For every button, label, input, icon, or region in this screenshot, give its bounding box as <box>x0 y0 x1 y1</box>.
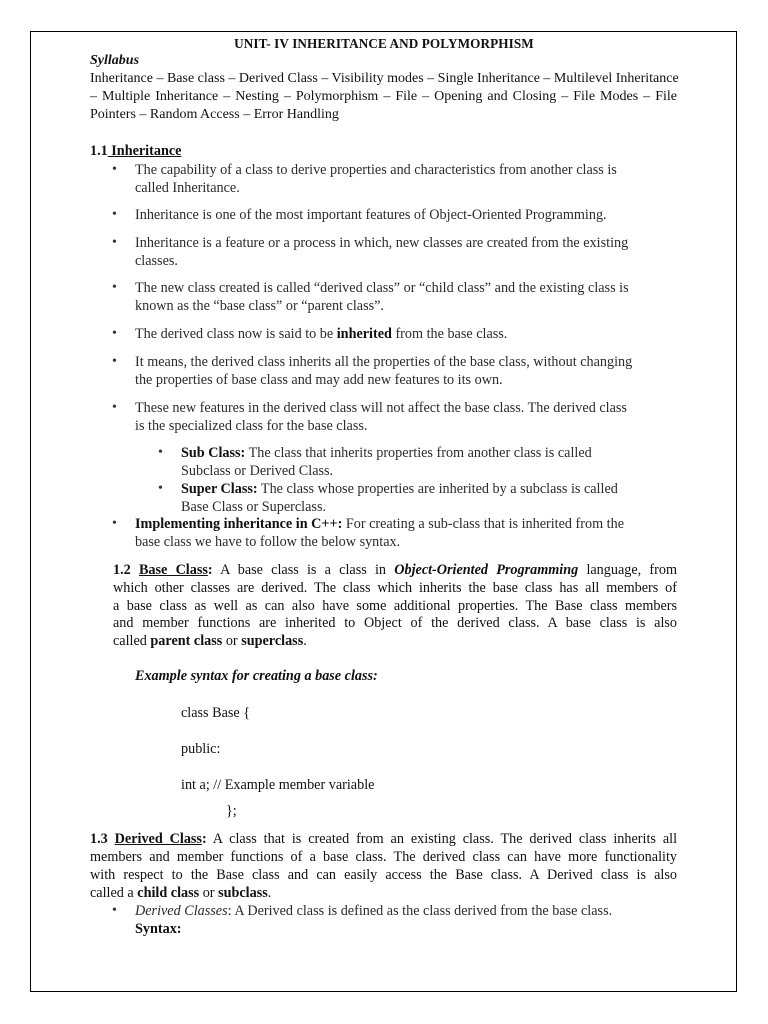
syllabus-heading: Syllabus <box>90 53 140 68</box>
sub-list-item-line <box>181 481 618 498</box>
section-1-3-line <box>90 885 271 902</box>
syllabus-line: – Multiple Inheritance – Nesting – Polymorphism – File – Opening and Closing – File Modes – File <box>90 89 677 104</box>
code-line: public: <box>181 741 221 757</box>
sub-list-item-line: Subclass or Derived Class. <box>181 463 334 479</box>
text-run: The class whose properties are inherited by a subclass is called <box>257 481 618 497</box>
bold-term: superclass <box>241 633 304 649</box>
section-1-3-line: with respect to the Base class and can easily access the Base class. A Derived class is also <box>90 867 677 883</box>
bullet-icon: • <box>112 354 117 369</box>
bold-term: Sub Class: <box>181 445 246 461</box>
text-run: : A Derived class is defined as the class derived from the base class. <box>227 903 613 919</box>
section-1-1-heading <box>90 143 181 160</box>
syllabus-line: Pointers – Random Access – Error Handling <box>90 107 339 122</box>
section-1-3-line <box>90 831 677 848</box>
text-run: For creating a sub-class that is inherited from the <box>342 516 625 532</box>
colon: : <box>207 562 213 578</box>
bullet-icon: • <box>112 326 117 341</box>
text-run: language, from <box>578 562 677 578</box>
bullet-icon: • <box>112 280 117 295</box>
unit-title: UNIT- IV INHERITANCE AND POLYMORPHISM <box>234 36 534 51</box>
text-run: . <box>267 885 272 901</box>
sub-list-item-line: Base Class or Superclass. <box>181 499 327 515</box>
bullet-icon: • <box>112 400 117 415</box>
bullet-icon: • <box>112 516 117 531</box>
bullet-icon: • <box>112 903 117 918</box>
list-item-line: base class we have to follow the below syntax. <box>135 534 401 550</box>
bold-term: inherited <box>336 326 392 342</box>
text-run: A class that is created from an existing class. The derived class inherits all <box>206 831 678 847</box>
text-run: from the base class. <box>391 326 508 342</box>
bullet-icon: • <box>112 162 117 177</box>
code-line: int a; // Example member variable <box>181 777 375 793</box>
syntax-label: Syntax: <box>135 921 182 937</box>
list-item-line: is the specialized class for the base class. <box>135 418 368 434</box>
bold-term: Implementing inheritance in C++: <box>135 516 343 532</box>
list-item-line: classes. <box>135 253 178 269</box>
list-item-line: the properties of base class and may add new features to its own. <box>135 372 503 388</box>
section-number: 1.3 <box>90 831 115 847</box>
text-run: or <box>199 885 219 901</box>
section-1-2-line <box>113 633 307 650</box>
list-item-line: Inheritance is a feature or a process in which, new classes are created from the existing <box>135 235 629 251</box>
list-item-line <box>135 326 507 343</box>
list-item-line: These new features in the derived class will not affect the base class. The derived class <box>135 400 627 416</box>
section-1-2-line <box>113 562 677 579</box>
text-run: The derived class now is said to be <box>135 326 337 342</box>
section-1-3-line: members and member functions of a base class. The derived class can have more functionality <box>90 849 677 865</box>
text-run: called a <box>90 885 138 901</box>
bold-term: child class <box>137 885 200 901</box>
section-1-2-line: and member functions are inherited to Object of the derived class. A base class is also <box>113 615 677 631</box>
section-number: 1.2 <box>113 562 139 578</box>
list-item-line: It means, the derived class inherits all the properties of the base class, without changing <box>135 354 633 370</box>
text-run: A base class is a class in <box>212 562 395 578</box>
example-heading: Example syntax for creating a base class: <box>135 668 378 684</box>
text-run: The class that inherits properties from another class is called <box>245 445 592 461</box>
text-run: . <box>303 633 307 649</box>
bullet-icon: • <box>158 481 163 496</box>
section-title: Derived Class <box>114 831 202 847</box>
list-item-line: The new class created is called “derived class” or “child class” and the existing class is <box>135 280 629 296</box>
syllabus-line: Inheritance – Base class – Derived Class – Visibility modes – Single Inheritance – Multilevel Inheritance <box>90 71 679 86</box>
bold-italic-term: Object-Oriented Programming <box>394 562 579 578</box>
bold-term: parent class <box>150 633 223 649</box>
section-1-2-line: a base class as well as can also have some additional properties. The Base class members <box>113 598 677 614</box>
bullet-icon: • <box>112 235 117 250</box>
code-line: }; <box>226 803 237 819</box>
section-number: 1.1 <box>90 143 108 159</box>
bold-term: subclass <box>218 885 268 901</box>
bullet-icon: • <box>158 445 163 460</box>
list-item-line <box>135 903 612 920</box>
section-title: Inheritance <box>107 143 182 159</box>
list-item-line <box>135 516 624 533</box>
italic-term: Derived Classes <box>135 903 228 919</box>
colon: : <box>201 831 207 847</box>
bullet-icon: • <box>112 207 117 222</box>
sub-list-item-line <box>181 445 592 462</box>
text-run: called <box>113 633 151 649</box>
list-item-line: Inheritance is one of the most important features of Object-Oriented Programming. <box>135 207 607 223</box>
text-run: or <box>222 633 242 649</box>
code-line: class Base { <box>181 705 251 721</box>
list-item-line: called Inheritance. <box>135 180 240 196</box>
bold-term: Super Class: <box>181 481 258 497</box>
list-item-line: known as the “base class” or “parent class”. <box>135 298 384 314</box>
section-1-2-line: which other classes are derived. The class which inherits the base class has all members of <box>113 580 677 596</box>
section-title: Base Class <box>138 562 208 578</box>
list-item-line: The capability of a class to derive properties and characteristics from another class is <box>135 162 617 178</box>
